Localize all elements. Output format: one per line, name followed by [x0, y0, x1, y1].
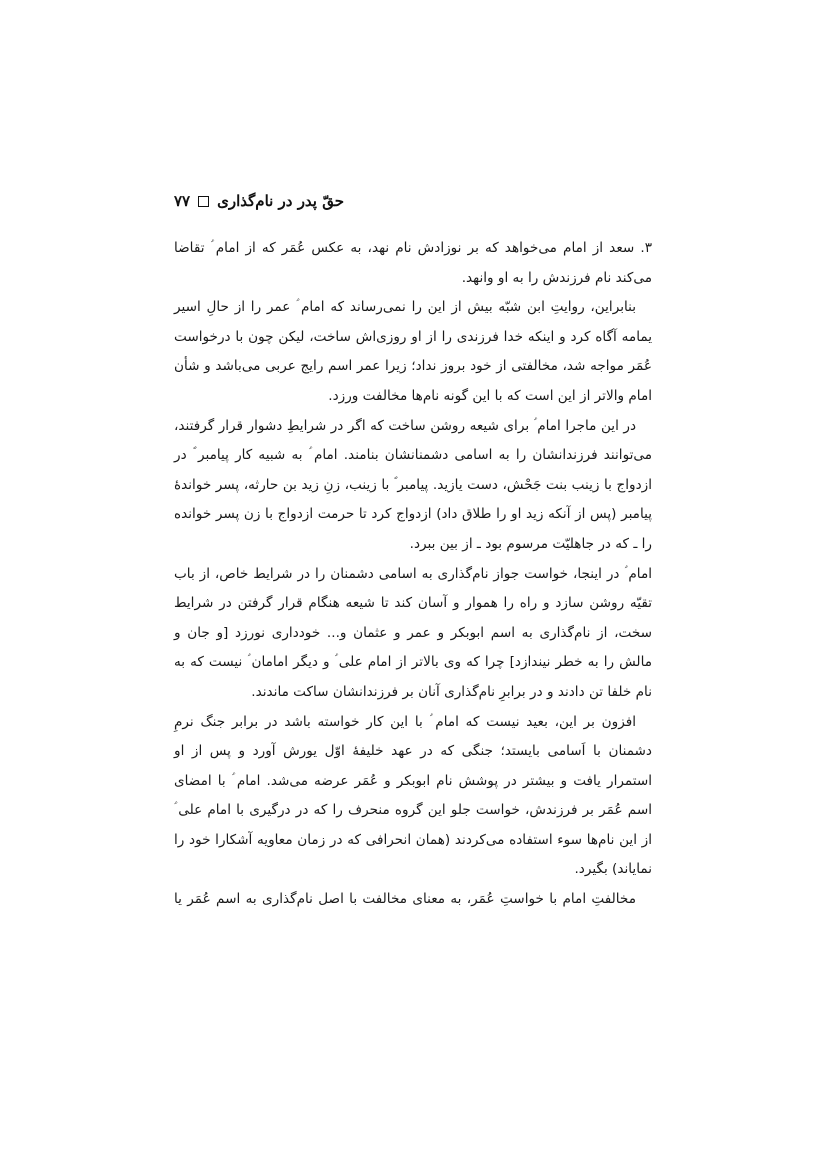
paragraph-shia-lesson: در این ماجرا امام ؑ برای شیعه روشن ساخت که اگر در شرایطِ دشوار قرار گرفتند، می‌توانند فرزندانشان را به اسامی دشمنانشان بنامند. امام ؑ به شبیه کار پیامبر ؐ در ازدواج با زینب بنت جَحْش، دست یازید. پیامبر ؐ با زینب، زنِ زید بن حارثه، پسر خواندهٔ پیامبر (پس از آنکه زید او را طلاق داد) ازدواج کرد تا حرمت ازدواج با زن پسر خوانده را ـ که در جاهلیّت مرسوم بود ـ از بین ببرد. [174, 417, 652, 552]
page-number: ۷۷ [174, 192, 191, 210]
paragraph-taqiyya: امام ؑ در اینجا، خواست جواز نام‌گذاری به اسامی دشمنان را در شرایط خاص، از باب تقیّه روشن سازد و راه را هموار و آسان کند تا شیعه هنگام قرار گرفتن در شرایط سخت، از نام‌گذاری به اسم ابوبکر و عمر و عثمان و... خودداری نورزد [و جان و مالش را به خطر نیندازد] چرا که وی بالاتر از امام علی ؑ و دیگر امامان ؑ نیست که به نام خلفا تن دادند و در برابرِ نام‌گذاری آنان بر فرزندانشان ساکت ماندند. [174, 565, 652, 700]
paragraph-continues: مخالفتِ امام با خواستِ عُمَر، به معنای مخالفت با اصل نام‌گذاری به اسم عُمَر یا [174, 891, 636, 908]
running-head [174, 192, 344, 210]
running-title: حقّ پدر در نام‌گذاری [217, 192, 344, 210]
paragraph-point-3: ۳. سعد از امام می‌خواهد که بر نوزادش نام نهد، به عکس عُمَر که از امام ؑ تقاضا می‌کند نام فرزندش را به او وانهد. [174, 240, 652, 286]
body-text [174, 234, 652, 915]
page-header [0, 192, 826, 218]
square-outline-icon [198, 196, 209, 207]
paragraph-ibn-shabba: بنابراین، روایتِ ابن شبّه بیش از این را نمی‌رساند که امام ؑ عمر را از حالِ اسیر یمامه آگاه کرد و اینکه خدا فرزندی را از او روزی‌اش ساخت، لیکن چون با درخواست عُمَر مواجه شد، مخالفتی از خود بروز نداد؛ زیرا عمر اسم رایج عربی می‌باشد و شأن امام والاتر از این است که با این گونه نام‌ها مخالفت ورزد. [174, 299, 652, 404]
paragraph-soft-war: افزون بر این، بعید نیست که امام ؑ با این کار خواسته باشد در برابر جنگ نرمِ دشمنان با اَسامی بایستد؛ جنگی که در عهد خلیفهٔ اوّل یورش آورد و پس از او استمرار یافت و بیشتر در پوشش نام ابوبکر و عُمَر عرضه می‌شد. امام ؑ با امضای اسم عُمَر بر فرزندش، خواست جلو این گروه منحرف را که در درگیری با امام علی ؑ از این نام‌ها سوء استفاده می‌کردند (همان انحرافی که در زمان معاویه آشکارا خود را نمایاند) بگیرد. [174, 713, 652, 878]
